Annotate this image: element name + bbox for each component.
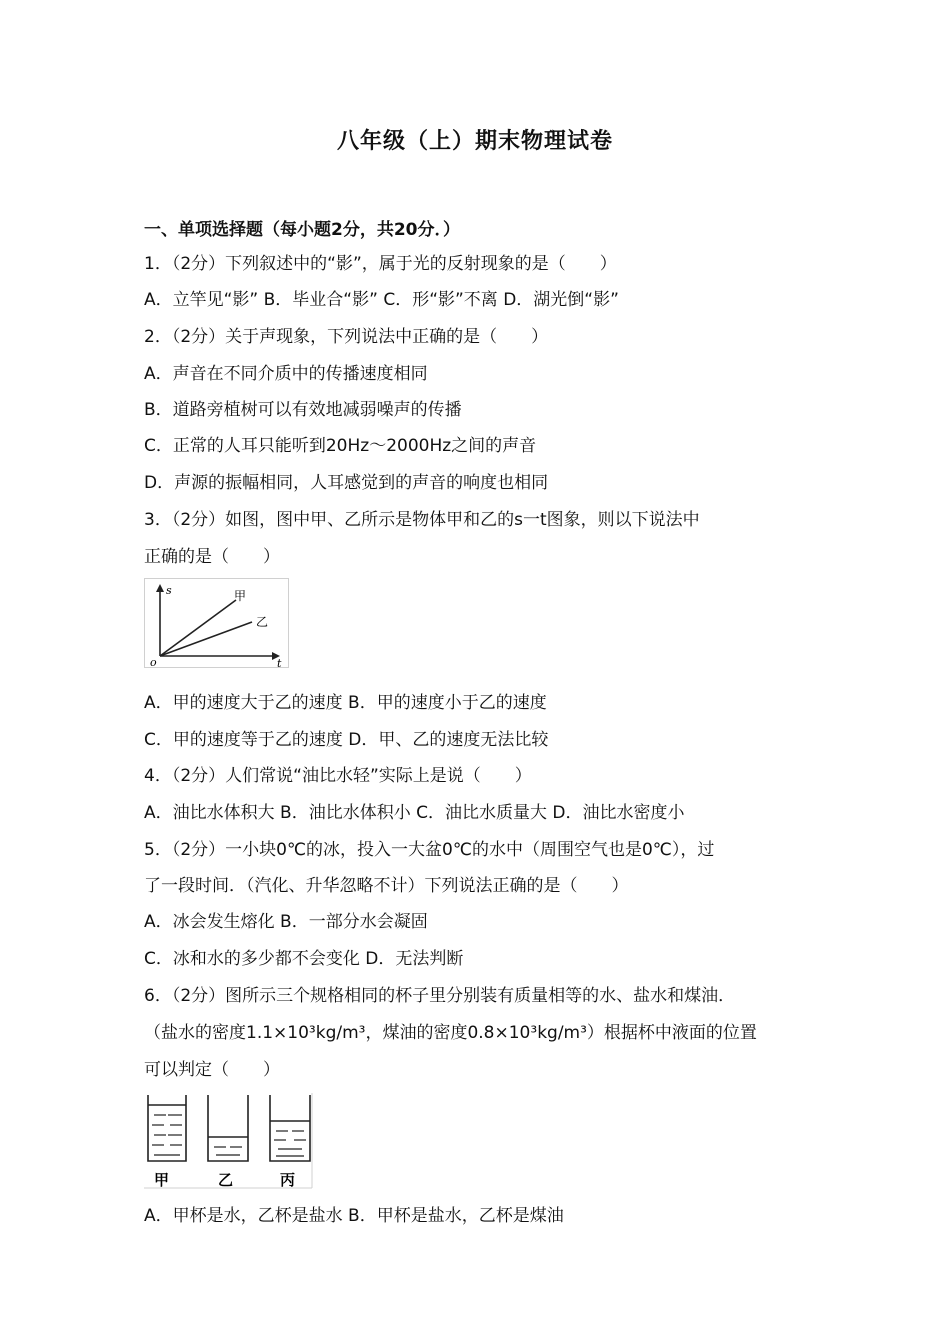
line-yi [160,622,252,656]
q3-stem: 3．（2分）如图，图中甲、乙所示是物体甲和乙的s一t图象，则以下说法中 [144,510,700,530]
section-heading: 一、单项选择题（每小题2分，共20分．） [144,220,460,240]
q5-stem: 5．（2分）一小块0℃的冰，投入一大盆0℃的水中（周围空气也是0℃），过 [144,840,715,860]
axis-t-label: t [277,657,282,668]
q2-option-d: D．声源的振幅相同，人耳感觉到的声音的响度也相同 [144,473,549,493]
q4-stem: 4．（2分）人们常说“油比水轻”实际上是说（ ） [144,766,532,786]
q3-stem-cont: 正确的是（ ） [144,547,280,567]
cups-figure [144,1093,314,1189]
page-title: 八年级（上）期末物理试卷 [336,129,613,154]
q2-option-b: B．道路旁植树可以有效地减弱噪声的传播 [144,400,462,420]
cup-label-bing: 丙 [280,1171,296,1189]
q5-options-cd: C．冰和水的多少都不会变化 D．无法判断 [144,949,464,969]
origin-label: o [150,656,157,668]
cup-bing [270,1095,310,1161]
q2-option-c: C．正常的人耳只能听到20Hz～2000Hz之间的声音 [144,436,537,456]
cup-label-jia: 甲 [154,1171,170,1189]
cup-yi [208,1095,248,1161]
q4-options: A．油比水体积大 B．油比水体积小 C．油比水质量大 D．油比水密度小 [144,803,685,823]
q3-options-ab: A．甲的速度大于乙的速度 B．甲的速度小于乙的速度 [144,693,547,713]
q6-stem-cont: （盐水的密度1.1×10³kg/m³，煤油的密度0.8×10³kg/m³）根据杯中液面的位置 [144,1023,757,1043]
q2-option-a: A．声音在不同介质中的传播速度相同 [144,364,428,384]
q6-stem: 6．（2分）图所示三个规格相同的杯子里分别装有质量相等的水、盐水和煤油． [144,986,736,1006]
st-graph-figure [144,578,289,668]
q5-options-ab: A．冰会发生熔化 B．一部分水会凝固 [144,912,428,932]
q3-options-cd: C．甲的速度等于乙的速度 D．甲、乙的速度无法比较 [144,730,549,750]
jia-label: 甲 [234,589,247,603]
yi-label: 乙 [256,615,269,629]
q6-stem-cont2: 可以判定（ ） [144,1060,280,1080]
q2-stem: 2．（2分）关于声现象，下列说法中正确的是（ ） [144,327,549,347]
cup-jia [148,1095,186,1161]
line-jia [160,600,236,656]
q1-stem: 1．（2分）下列叙述中的“影”，属于光的反射现象的是（ ） [144,254,617,274]
q5-stem-cont: 了一段时间．（汽化、升华忽略不计）下列说法正确的是（ ） [144,876,629,896]
axis-s-label: s [166,584,172,597]
cup-label-yi: 乙 [218,1171,234,1189]
q1-options: A．立竿见“影” B．毕业合“影” C．形“影”不离 D．湖光倒“影” [144,290,619,310]
q6-options-ab: A．甲杯是水，乙杯是盐水 B．甲杯是盐水，乙杯是煤油 [144,1206,564,1226]
